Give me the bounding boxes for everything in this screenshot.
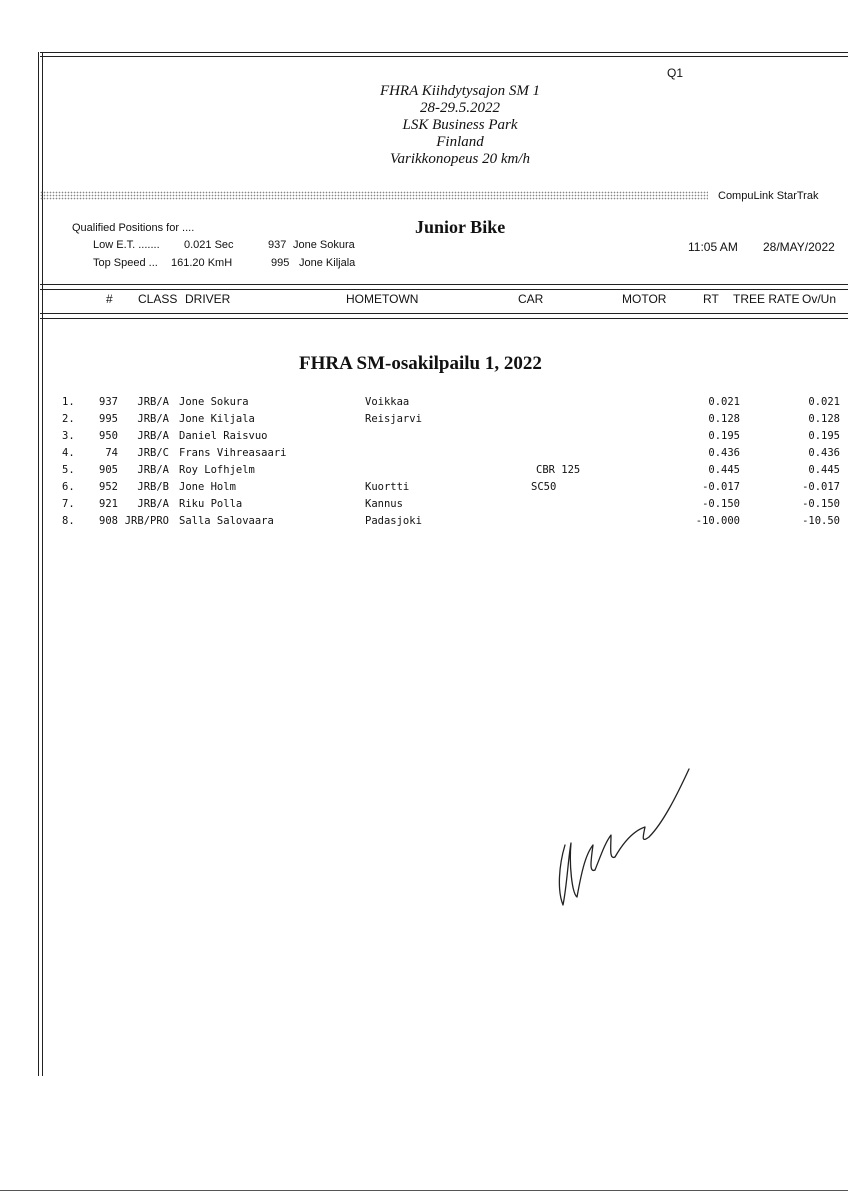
top-speed-value: 161.20 KmH xyxy=(171,257,233,269)
result-class: JRB/A xyxy=(137,464,169,476)
result-ovun: 0.021 xyxy=(808,396,840,408)
event-title-line: 28-29.5.2022 xyxy=(420,100,500,116)
result-position: 5. xyxy=(62,464,75,476)
page-bottom-rule xyxy=(0,1190,848,1191)
top-speed-number: 995 xyxy=(271,257,290,269)
result-position: 7. xyxy=(62,498,75,510)
result-driver: Roy Lofhjelm xyxy=(179,464,255,476)
result-rt: 0.128 xyxy=(708,413,740,425)
result-rt: -0.150 xyxy=(702,498,740,510)
result-driver: Jone Kiljala xyxy=(179,413,255,425)
result-hometown: Kannus xyxy=(365,498,403,510)
table-row xyxy=(0,447,848,464)
table-row xyxy=(0,498,848,515)
result-class: JRB/A xyxy=(137,430,169,442)
left-border-outer xyxy=(38,52,39,1076)
result-rt: 0.445 xyxy=(708,464,740,476)
top-rule-inner xyxy=(40,56,848,57)
result-car: CBR 125 xyxy=(536,464,581,476)
col-class: CLASS xyxy=(138,292,178,306)
result-class: JRB/PRO xyxy=(124,515,169,527)
result-ovun: 0.195 xyxy=(808,430,840,442)
result-rt: 0.195 xyxy=(708,430,740,442)
result-ovun: 0.436 xyxy=(808,447,840,459)
header-rule-bottom xyxy=(40,313,848,314)
result-car-number: 908 xyxy=(99,515,118,527)
event-title-line: Varikkonopeus 20 km/h xyxy=(390,151,530,167)
result-driver: Jone Sokura xyxy=(179,396,249,408)
table-row xyxy=(0,396,848,413)
top-speed-driver: Jone Kiljala xyxy=(299,257,356,269)
header-rule-mid xyxy=(40,289,848,290)
event-title-line: LSK Business Park xyxy=(402,117,518,133)
result-hometown: Voikkaa xyxy=(365,396,410,408)
col-motor: MOTOR xyxy=(622,292,667,306)
result-hometown: Reisjarvi xyxy=(365,413,422,425)
result-rt: 0.436 xyxy=(708,447,740,459)
col-tree-rate: TREE RATE xyxy=(733,292,800,306)
result-car-number: 995 xyxy=(99,413,118,425)
low-et-number: 937 xyxy=(268,239,287,251)
low-et-label: Low E.T. ....... xyxy=(93,239,160,251)
table-row xyxy=(0,413,848,430)
software-label: CompuLink StarTrak xyxy=(718,190,819,202)
result-driver: Frans Vihreasaari xyxy=(179,447,287,459)
event-title-block xyxy=(250,83,670,168)
col-hometown: HOMETOWN xyxy=(346,292,419,306)
result-car-number: 952 xyxy=(99,481,118,493)
result-class: JRB/A xyxy=(137,498,169,510)
result-position: 8. xyxy=(62,515,75,527)
result-car-number: 905 xyxy=(99,464,118,476)
left-border-inner xyxy=(42,52,43,1076)
report-date: 28/MAY/2022 xyxy=(763,240,835,254)
table-row xyxy=(0,481,848,498)
report-code: Q1 xyxy=(667,66,684,80)
col-car: CAR xyxy=(518,292,544,306)
table-row xyxy=(0,464,848,481)
dotted-band xyxy=(40,191,708,200)
result-position: 6. xyxy=(62,481,75,493)
result-position: 4. xyxy=(62,447,75,459)
low-et-driver: Jone Sokura xyxy=(293,239,355,251)
table-row xyxy=(0,515,848,532)
result-ovun: 0.445 xyxy=(808,464,840,476)
result-rt: -10.000 xyxy=(695,515,740,527)
report-time: 11:05 AM xyxy=(688,240,738,254)
header-rule-top xyxy=(40,284,848,285)
result-rt: -0.017 xyxy=(702,481,740,493)
result-driver: Jone Holm xyxy=(179,481,236,493)
top-rule xyxy=(40,52,848,53)
result-car-number: 950 xyxy=(99,430,118,442)
signature-icon xyxy=(545,765,695,915)
top-speed-label: Top Speed ... xyxy=(93,257,158,269)
result-driver: Salla Salovaara xyxy=(179,515,274,527)
result-rt: 0.021 xyxy=(708,396,740,408)
result-ovun: -0.150 xyxy=(802,498,840,510)
col-rt: RT xyxy=(703,292,719,306)
qualified-label: Qualified Positions for .... xyxy=(72,222,195,234)
event-heading: FHRA SM-osakilpailu 1, 2022 xyxy=(299,353,542,374)
col-ovun: Ov/Un xyxy=(802,292,837,306)
table-row xyxy=(0,430,848,447)
result-ovun: -0.017 xyxy=(802,481,840,493)
col-driver: DRIVER xyxy=(185,292,231,306)
result-ovun: -10.50 xyxy=(802,515,840,527)
class-title: Junior Bike xyxy=(415,217,506,237)
result-class: JRB/B xyxy=(137,481,169,493)
result-car: SC50 xyxy=(531,481,557,493)
result-car-number: 921 xyxy=(99,498,118,510)
result-ovun: 0.128 xyxy=(808,413,840,425)
result-hometown: Padasjoki xyxy=(365,515,422,527)
low-et-value: 0.021 Sec xyxy=(184,239,234,251)
result-class: JRB/A xyxy=(137,396,169,408)
result-position: 2. xyxy=(62,413,75,425)
result-driver: Daniel Raisvuo xyxy=(179,430,268,442)
result-car-number: 937 xyxy=(99,396,118,408)
result-class: JRB/C xyxy=(137,447,169,459)
header-rule-bottom-2 xyxy=(40,318,848,319)
event-title-line: Finland xyxy=(436,134,484,150)
col-num: # xyxy=(106,292,113,306)
result-car-number: 74 xyxy=(105,447,118,459)
result-position: 1. xyxy=(62,396,75,408)
result-driver: Riku Polla xyxy=(179,498,243,510)
result-hometown: Kuortti xyxy=(365,481,410,493)
event-title-line: FHRA Kiihdytysajon SM 1 xyxy=(379,83,541,99)
result-position: 3. xyxy=(62,430,75,442)
result-class: JRB/A xyxy=(137,413,169,425)
